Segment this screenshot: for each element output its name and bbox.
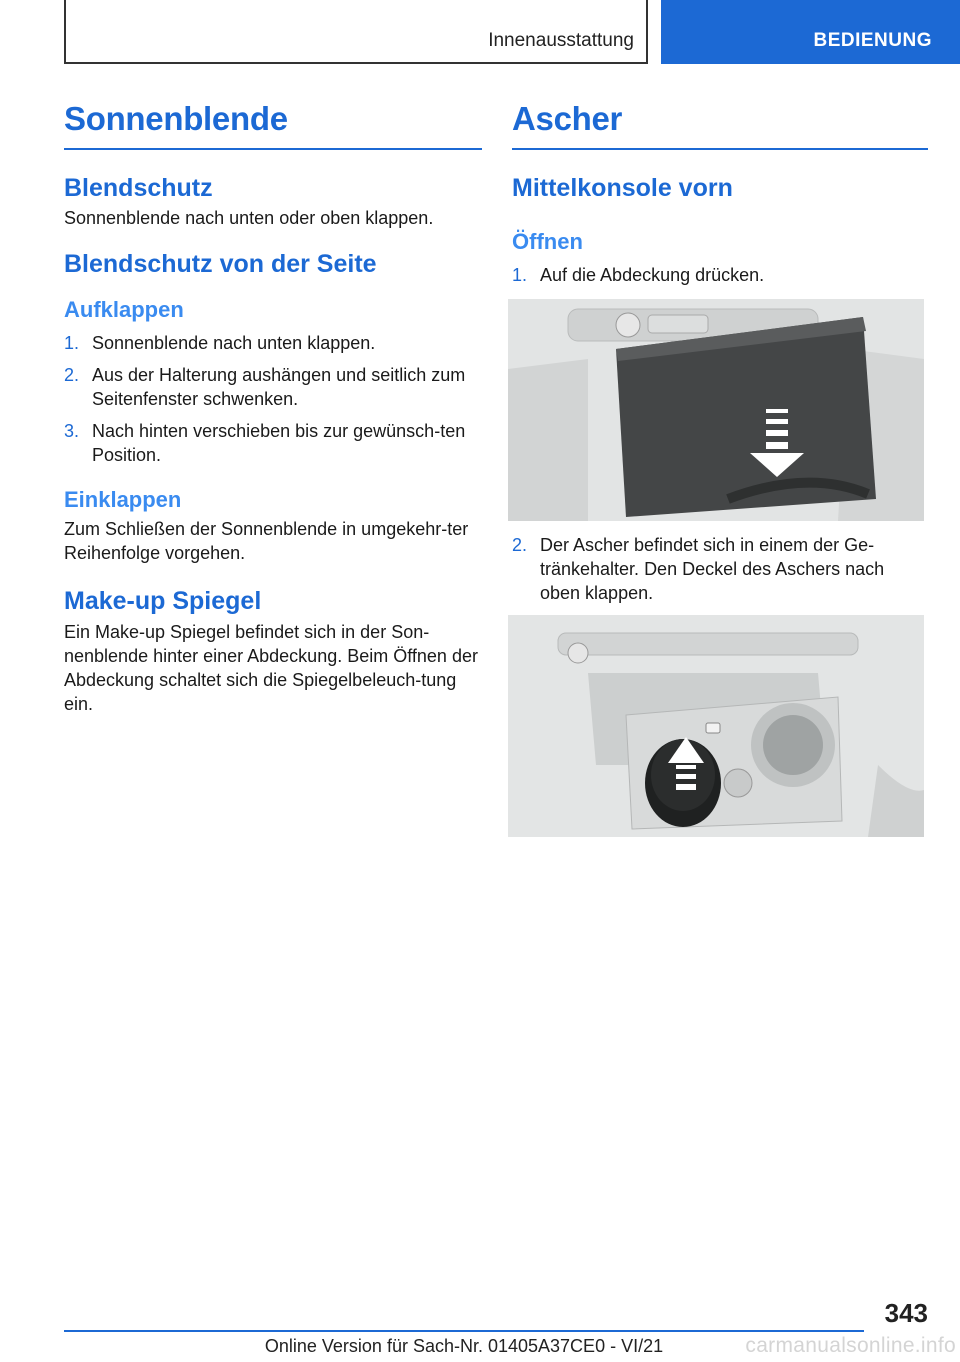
heading-blendschutz-seite: Blendschutz von der Seite xyxy=(64,250,377,278)
text-einklappen: Zum Schließen der Sonnenblende in umgekehr-ter Reihenfolge vorgehen. xyxy=(64,519,469,563)
aufklappen-steps xyxy=(64,331,482,467)
figure-ashtray-open xyxy=(508,615,924,837)
footer-version-text: Online Version für Sach-Nr. 01405A37CE0 - VI/21 xyxy=(264,1336,664,1356)
text-make-up-spiegel: Ein Make-up Spiegel befindet sich in der Son-nenblende hinter einer Abdeckung. Beim Öffnen der Abdeckung schaltet sich die Spiegelbeleuch-tung ein. xyxy=(64,622,478,714)
heading-make-up-spiegel: Make-up Spiegel xyxy=(64,587,262,615)
chapter-title: Innenausstattung xyxy=(488,30,634,51)
left-column xyxy=(64,100,482,716)
heading-mittelkonsole: Mittelkonsole vorn xyxy=(512,174,733,202)
list-item: 2. Aus der Halterung aushängen und seitlich zum Seitenfenster schwenken. xyxy=(64,365,466,409)
section-label: BEDIENUNG xyxy=(813,30,932,51)
list-item: 1. Auf die Abdeckung drücken. xyxy=(512,265,765,285)
title-sonnenblende: Sonnenblende xyxy=(64,100,482,150)
list-item: 2. Der Ascher befindet sich in einem der Ge-tränkehalter. Den Deckel des Aschers nach oben klappen. xyxy=(512,535,885,603)
heading-aufklappen: Aufklappen xyxy=(64,297,184,322)
footer-divider xyxy=(64,1330,864,1332)
heading-oeffnen: Öffnen xyxy=(512,229,583,254)
section-tab[interactable] xyxy=(661,0,960,64)
right-column xyxy=(512,100,928,837)
page-number: 343 xyxy=(884,1298,928,1328)
heading-einklappen: Einklappen xyxy=(64,487,182,512)
watermark: carmanualsonline.info xyxy=(745,1334,956,1357)
list-item: 1. Sonnenblende nach unten klappen. xyxy=(64,333,376,353)
text-blendschutz: Sonnenblende nach unten oder oben klappen. xyxy=(64,208,434,228)
ascher-steps-2 xyxy=(512,533,928,605)
heading-blendschutz: Blendschutz xyxy=(64,174,213,202)
ascher-steps-1 xyxy=(512,263,928,287)
title-ascher: Ascher xyxy=(512,100,928,150)
list-item: 3. Nach hinten verschieben bis zur gewünsch-ten Position. xyxy=(64,421,466,465)
figure-ashtray-cover xyxy=(508,299,924,521)
header-chapter-box xyxy=(64,0,648,64)
